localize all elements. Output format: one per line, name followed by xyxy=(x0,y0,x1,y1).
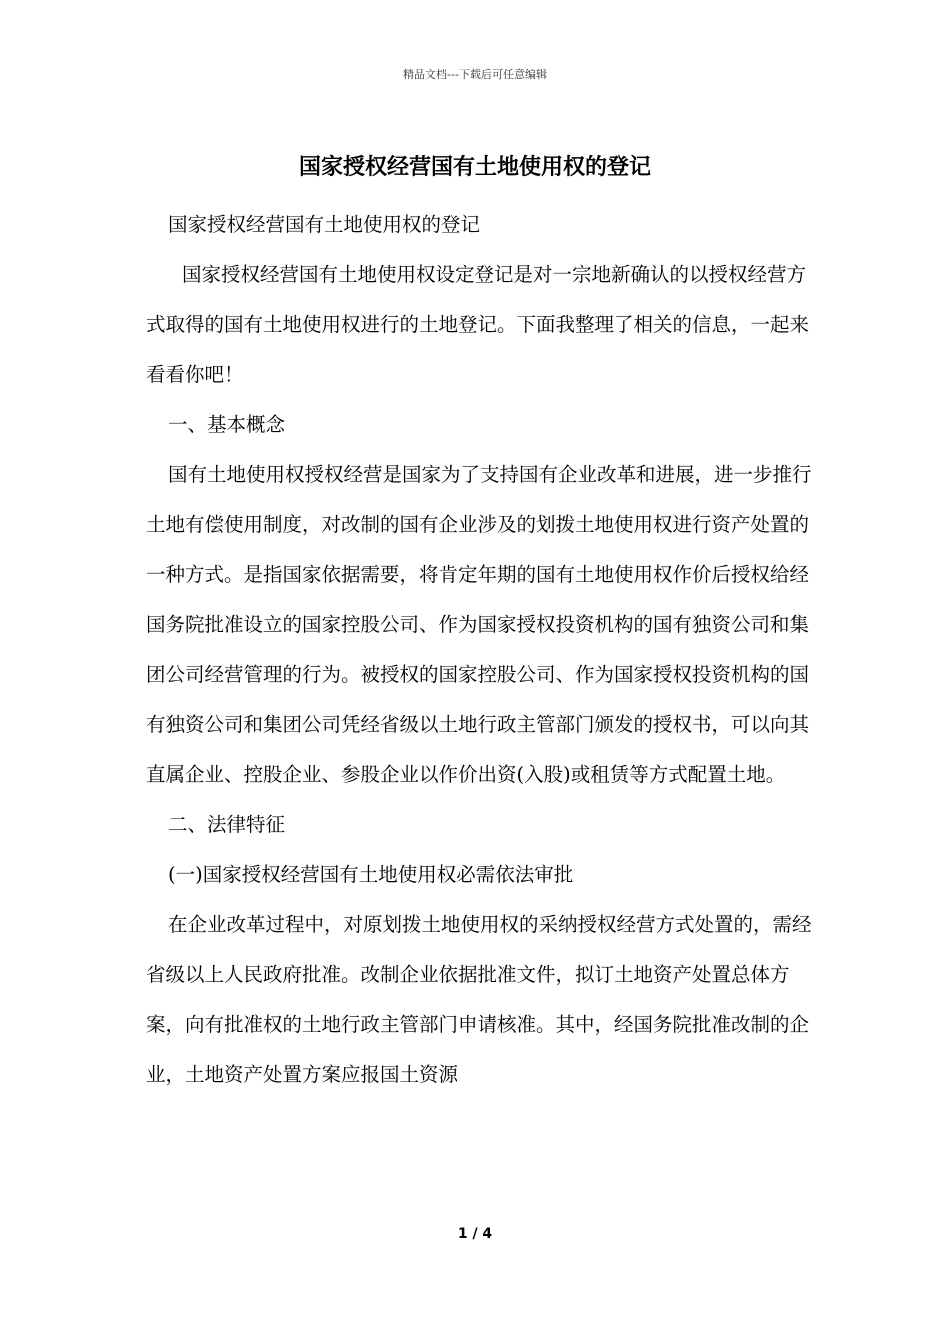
page-indicator: 1 / 4 xyxy=(457,1226,493,1242)
paragraph-basic-concept: 国有土地使用权授权经营是国家为了支持国有企业改革和进展，进一步推行土地有偿使用制度，对改制的国有企业涉及的划拨土地使用权进行资产处置的一种方式。是指国家依据需要，将肯定年期的国有土地使用权作价后授权给经国务院批准设立的国家控股公司、作为国家授权投资机构的国有独资公司和集团公司经营管理的行为。被授权的国家控股公司、作为国家授权投资机构的国有独资公司和集团公司凭经省级以土地行政主管部门颁发的授权书，可以向其直属企业、控股企业、参股企业以作价出资(入股)或租赁等方式配置土地。 xyxy=(146,463,812,786)
subsection-heading-approval: (一)国家授权经营国有土地使用权必需依法审批 xyxy=(168,863,574,886)
header-note: 精品文档---下载后可任意编辑 xyxy=(403,68,547,81)
paragraph-intro: 国家授权经营国有土地使用权设定登记是对一宗地新确认的以授权经营方式取得的国有土地使用权进行的土地登记。下面我整理了相关的信息，一起来看看你吧！ xyxy=(146,263,810,386)
document-body xyxy=(146,200,814,1100)
paragraph-subtitle: 国家授权经营国有土地使用权的登记 xyxy=(168,213,481,236)
section-heading-legal-features: 二、法律特征 xyxy=(168,813,286,836)
document-title: 国家授权经营国有土地使用权的登记 xyxy=(298,154,651,180)
section-heading-basic-concept: 一、基本概念 xyxy=(168,413,286,436)
paragraph-approval: 在企业改革过程中，对原划拨土地使用权的采纳授权经营方式处置的，需经省级以上人民政府批准。改制企业依据批准文件，拟订土地资产处置总体方案，向有批准权的土地行政主管部门申请核准。其中，经国务院批准改制的企业，土地资产处置方案应报国土资源 xyxy=(146,913,812,1086)
